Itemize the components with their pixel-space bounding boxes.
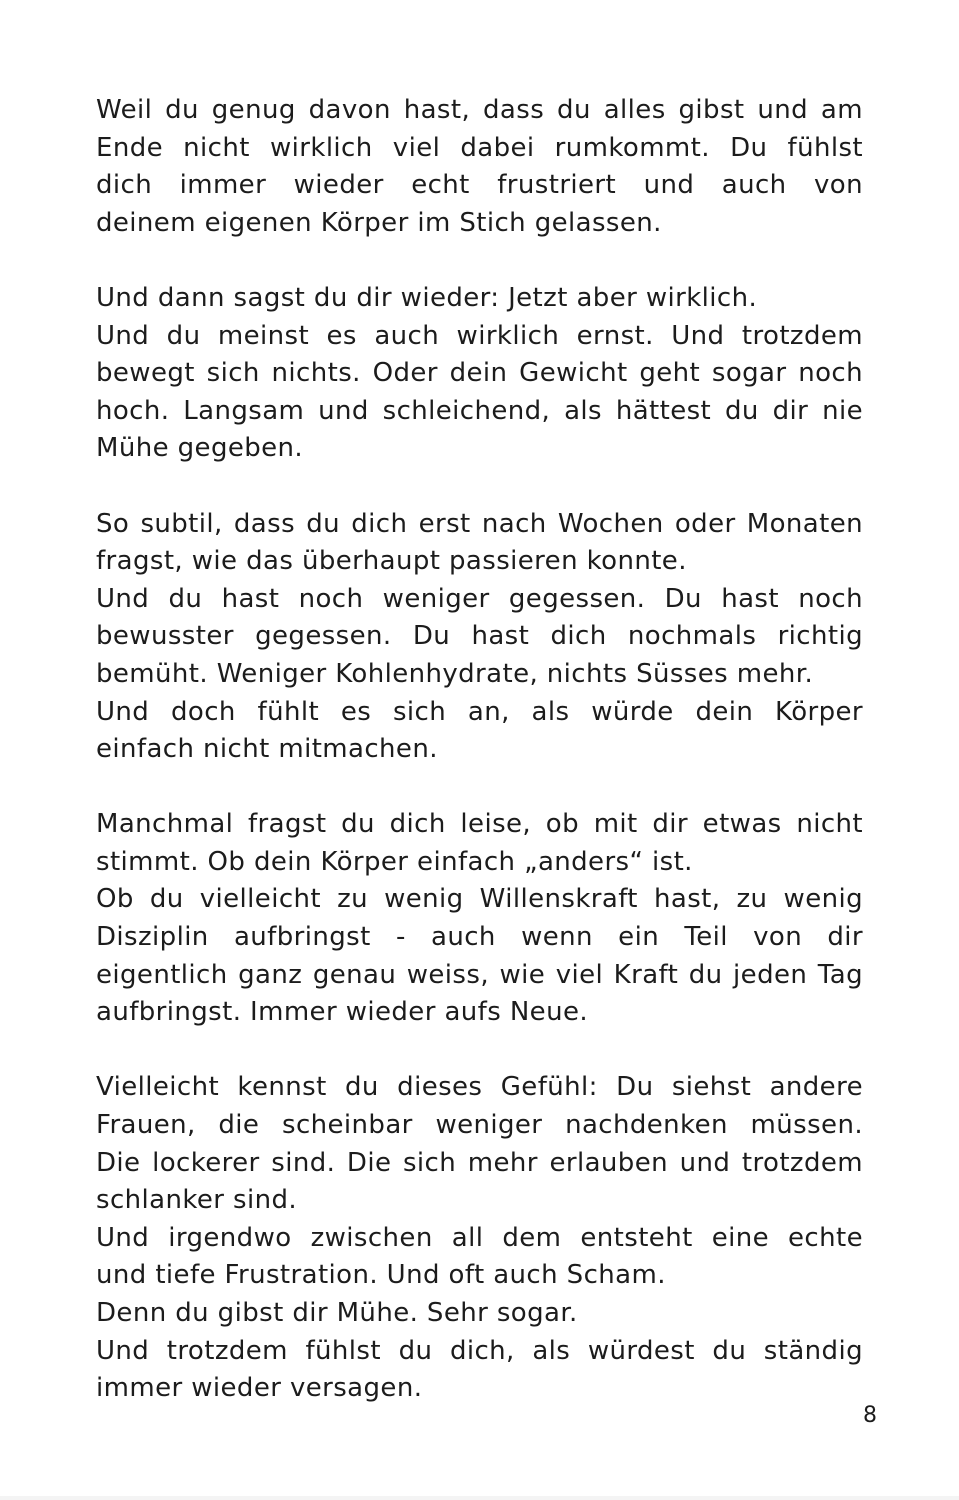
body-text — [96, 92, 863, 1445]
text-line: eigentlich ganz genau weiss, wie viel Kraft du jeden Tag — [96, 959, 863, 990]
text-line: Mühe gegeben. — [96, 433, 304, 464]
text-line: Ob du vielleicht zu wenig Willenskraft hast, zu wenig — [96, 884, 863, 915]
paragraph-3 — [96, 506, 863, 769]
text-line: Und trotzdem fühlst du dich, als würdest du ständig — [96, 1335, 863, 1366]
text-line: Disziplin aufbringst - auch wenn ein Teil von dir — [96, 922, 863, 953]
text-line: fragst, wie das überhaupt passieren konnte. — [96, 546, 687, 577]
text-line: Die lockerer sind. Die sich mehr erlauben und trotzdem — [96, 1147, 863, 1178]
text-line: aufbringst. Immer wieder aufs Neue. — [96, 997, 589, 1028]
text-line: schlanker sind. — [96, 1185, 298, 1216]
paragraph-2 — [96, 280, 863, 468]
text-line: und tiefe Frustration. Und oft auch Scham. — [96, 1260, 666, 1291]
paragraph-4 — [96, 806, 863, 1032]
text-line: Und du hast noch weniger gegessen. Du hast noch — [96, 583, 863, 614]
text-line: bewusster gegessen. Du hast dich nochmals richtig — [96, 621, 863, 652]
paragraph-5 — [96, 1069, 863, 1407]
text-line: bemüht. Weniger Kohlenhydrate, nichts Süsses mehr. — [96, 658, 814, 689]
text-line: Vielleicht kennst du dieses Gefühl: Du siehst andere — [96, 1072, 863, 1103]
paragraph-1 — [96, 92, 863, 242]
text-line: Manchmal fragst du dich leise, ob mit dir etwas nicht — [96, 809, 863, 840]
text-line: So subtil, dass du dich erst nach Wochen oder Monaten — [96, 508, 863, 539]
text-line: dich immer wieder echt frustriert und auch von — [96, 170, 863, 201]
page-number: 8 — [863, 1403, 877, 1428]
text-line: Und doch fühlt es sich an, als würde dein Körper — [96, 696, 863, 727]
page-bottom-edge — [0, 1496, 959, 1500]
text-line: Weil du genug davon hast, dass du alles gibst und am — [96, 95, 863, 125]
text-line: bewegt sich nichts. Oder dein Gewicht geht sogar noch — [96, 358, 863, 389]
text-line: Und irgendwo zwischen all dem entsteht eine echte — [96, 1222, 863, 1253]
text-line: Frauen, die scheinbar weniger nachdenken müssen. — [96, 1110, 863, 1141]
text-line: stimmt. Ob dein Körper einfach „anders“ ist. — [96, 846, 693, 877]
text-line: Und du meinst es auch wirklich ernst. Und trotzdem — [96, 320, 863, 351]
text-line: deinem eigenen Körper im Stich gelassen. — [96, 207, 662, 238]
text-line: einfach nicht mitmachen. — [96, 734, 438, 765]
text-line: Denn du gibst dir Mühe. Sehr sogar. — [96, 1298, 578, 1328]
text-line: immer wieder versagen. — [96, 1373, 423, 1404]
text-line: Ende nicht wirklich viel dabei rumkommt. Du fühlst — [96, 132, 863, 163]
text-line: hoch. Langsam und schleichend, als hättest du dir nie — [96, 395, 863, 426]
text-line: Und dann sagst du dir wieder: Jetzt aber wirklich. — [96, 282, 758, 313]
